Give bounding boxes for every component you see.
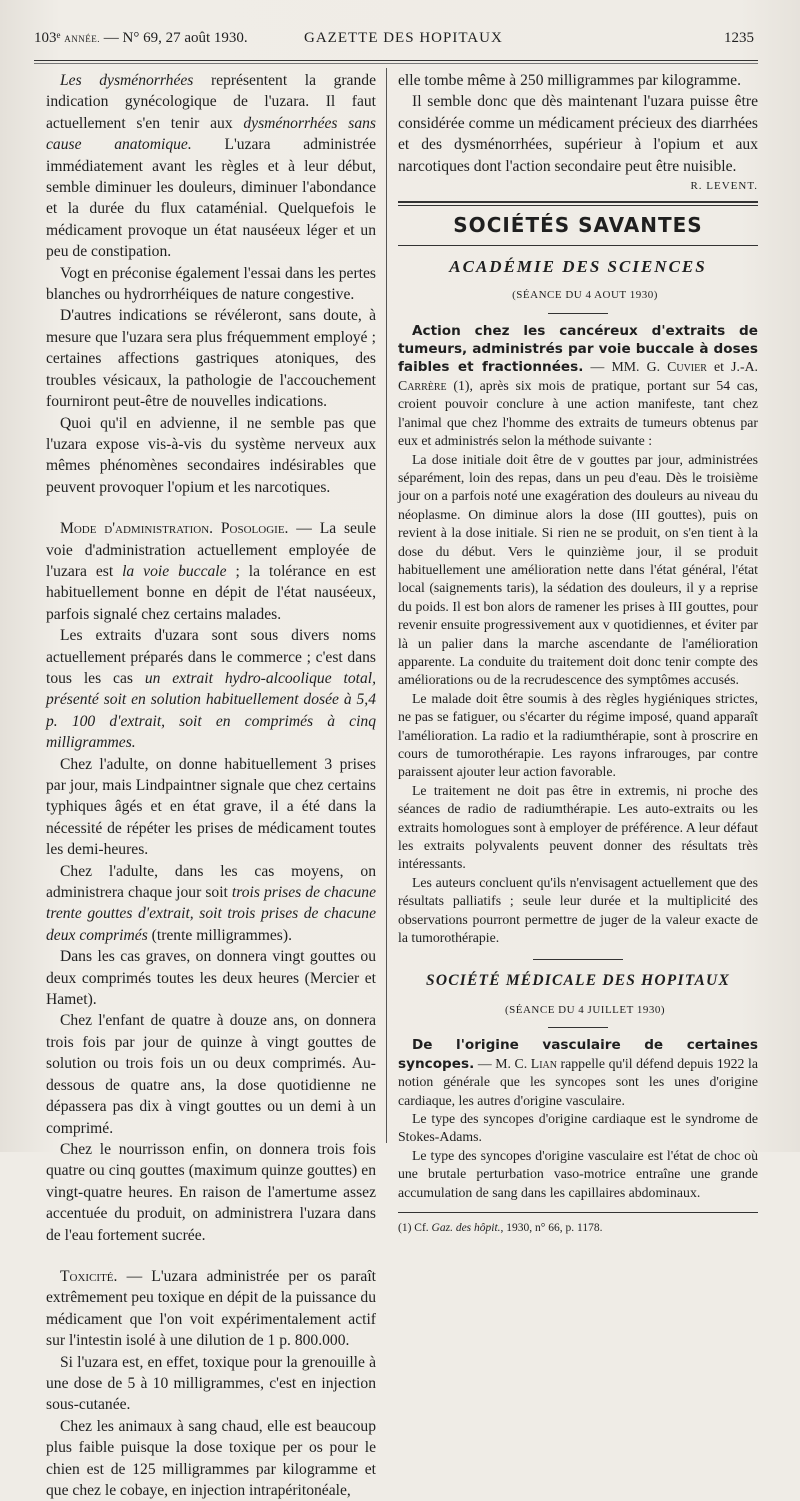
header-rule-thin <box>34 63 758 64</box>
societe-title: SOCIÉTÉ MÉDICALE DES HOPITAUX <box>426 972 730 990</box>
section-rule-top <box>398 201 758 203</box>
spacer <box>46 498 376 518</box>
spacer <box>398 276 758 286</box>
paragraph-grenouille: Si l'uzara est, en effet, toxique pour la grenouille à une dose de 5 à 10 milligrammes, c'est en injection sous-cutanée. <box>46 1353 376 1414</box>
article-cancer-title: Action chez les cancéreux d'extraits de tumeurs, administrés par voie buccale à doses faibles et fractionnées. <box>398 322 758 376</box>
page-header <box>34 30 754 50</box>
academie-title: ACADÉMIE DES SCIENCES <box>449 256 707 276</box>
paragraph-vogt: Vogt en préconise également l'essai dans les pertes blanches ou hydrorrhéiques de nature congestive. <box>46 264 376 304</box>
footnote: (1) Cf. Gaz. des hôpit., 1930, n° 66, p. 1178. <box>398 1221 603 1234</box>
paragraph-conclusion: Il semble donc que dès maintenant l'uzara puisse être considérée comme un médicament précieux des diarrhées et des dysménorrhées, supérieur à l'opium et aux narcotiques dont l'action secondaire peut être nuisible. <box>398 93 758 175</box>
paragraph-nourrisson: Chez le nourrisson enfin, on donnera trois fois quatre ou cinq gouttes (maximum quinze gouttes) en vingt-quatre heures. En raison de l'amertume assez accentuée du produit, on administrera l'uzara dans de l'eau fortement sucrée. <box>46 1140 376 1244</box>
short-rule <box>548 1027 608 1028</box>
article-continuation <box>398 70 758 177</box>
paragraph-regles-hygieniques: Le malade doit être soumis à des règles hygiéniques strictes, ne pas se fatiguer, ou s'écarter du régime imposé, quand apparaît l'amélioration. La radio et la radiumthérapie, sont à proscrire en cours de tumorothérapie. Les rayons infrarouges, par contre paraissent ajouter leur action favorable. <box>398 690 758 780</box>
right-column <box>398 70 758 1237</box>
article-cancer-intro: Action chez les cancéreux d'extraits de tumeurs, administrés par voie buccale à doses faibles et fractionnées. — MM. G. Cuvier et J.-A. Carrère (1), après six mois de pratique, portant sur 54 cas, croient pouvoir conclure à une action manifeste, tant chez l'animal que chez l'homme des extraits de tumeurs obtenus par eux et administrés selon la méthode suivante : <box>398 322 758 449</box>
author-carrere: Carrère <box>398 377 447 393</box>
section-rule-bottom <box>398 245 758 246</box>
header-rule <box>34 60 758 61</box>
edition-number: 103 <box>34 30 57 46</box>
journal-title: GAZETTE DES HOPITAUX <box>304 30 503 46</box>
edition-label: ANNÉE. <box>64 34 100 44</box>
paragraph-traitement: Le traitement ne doit pas être in extremis, ni proche des séances de radio de radiumthérapie. Les auto-extraits ou les extraits homologues sont à employer de préférence. A leur défaut les extraits polyvalents peuvent donner des résultats très intéressants. <box>398 782 758 872</box>
paragraph-etat-de-choc: Le type des syncopes d'origine vasculaire est l'état de choc où une brutale perturbation vaso-motrice entraîne une grande accumulation de sang dans les capillaires abdominaux. <box>398 1147 758 1200</box>
academie-seance: (SÉANCE DU 4 AOUT 1930) <box>512 289 658 302</box>
issue-date: — N° 69, 27 août 1930. <box>103 30 248 46</box>
issue-info <box>34 30 248 47</box>
section-title: SOCIÉTÉS SAVANTES <box>453 213 703 238</box>
paragraph-continuation: elle tombe même à 250 milligrammes par kilogramme. <box>398 72 741 89</box>
societe-seance: (SÉANCE DU 4 JUILLET 1930) <box>504 1003 666 1016</box>
section-rule-top-thin <box>398 205 758 206</box>
short-rule <box>533 959 623 960</box>
page-number: 1235 <box>724 30 754 46</box>
paragraph-enfant: Chez l'enfant de quatre à douze ans, on donnera trois fois par jour de quinze à vingt gouttes de solution ou trois fois un ou deux comprimés. Au-dessous de quatre ans, la dose quotidienne ne dépassera pas dix à vingt gouttes ou un demi à un comprimé. <box>46 1012 376 1137</box>
paragraph-dysmenorrhees: Les dysménorrhées représentent la grande indication gynécologique de l'uzara. Il faut actuellement s'en tenir aux dysménorrhées sans cause anatomique. L'uzara administrée immédiatement avant les règles et à leur début, semble diminuer les douleurs, diminuer l'abondance et la durée du flux cataménial. Quelquefois le médicament provoque un état nauséeux léger et un peu de constipation. <box>46 72 376 261</box>
paragraph-adulte-prises: Chez l'adulte, on donne habituellement 3 prises par jour, mais Lindpaintner signale que chez certains typhiques âgés et en état grave, il a été dans la nécessité de répéter les prises de médicament toutes les demi-heures. <box>46 755 376 859</box>
paragraph-indications: D'autres indications se révéleront, sans doute, à mesure que l'uzara sera plus fréquemment employé ; certaines affections gastriques atoniques, des troubles vésicaux, la pathologie de l'accouchement fourniront peut-être de nouvelles indications. <box>46 307 376 411</box>
paragraph-adulte-moyens: Chez l'adulte, dans les cas moyens, on administrera chaque jour soit trois prises de chacune trente gouttes d'extrait, soit trois prises de chacune deux comprimés (trente milligrammes). <box>46 862 376 944</box>
author-lian: Lian <box>530 1055 557 1071</box>
article-syncopes-title: De l'origine vasculaire de certaines syncopes. <box>398 1037 758 1072</box>
author-signature: R. LEVENT. <box>690 180 758 193</box>
mode-heading: Mode d'administration. Posologie. <box>60 520 289 538</box>
footnote-rule <box>398 1212 758 1213</box>
paragraph-stokes-adams: Le type des syncopes d'origine cardiaque est le syndrome de Stokes-Adams. <box>398 1110 758 1145</box>
toxicite-heading: Toxicité. <box>60 1267 118 1285</box>
column-divider <box>386 68 387 1143</box>
paragraph-cas-graves: Dans les cas graves, on donnera vingt gouttes ou deux comprimés toutes les deux heures (Mercier et Hamet). <box>46 948 376 1009</box>
author-cuvier: Cuvier <box>667 359 707 375</box>
spacer <box>46 1246 376 1266</box>
paragraph-mode-administration: Mode d'administration. Posologie. — La seule voie d'administration actuellement employée de l'uzara est la voie buccale ; la tolérance en est habituellement bonne en dépit de l'état nauséeux, parfois signalé chez certains malades. <box>46 520 377 623</box>
paragraph-toxicite: Toxicité. — L'uzara administrée per os paraît extrêmement peu toxique en dépit de la puissance du médicament que l'on voit expérimentalement actif sur l'intestin isolé à une dilution de 1 p. 800.000. <box>46 1267 376 1350</box>
spacer <box>398 991 758 1001</box>
paragraph-conclusion-auteurs: Les auteurs concluent qu'ils n'envisagent actuellement que des résultats palliatifs ; seule leur durée et la multiplicité des observations pourront permettre de juger de la valeur exacte de la tumorothérapie. <box>398 874 758 946</box>
paragraph-dose-initiale: La dose initiale doit être de v gouttes par jour, administrées séparément, loin des repas, dans un peu d'eau. Dès le troisième jour on a parfois noté une exagération des douleurs au niveau du néoplasme. On diminue alors la dose (III gouttes), puis on revient à la dose initiale. Si rien ne se produit, on s'en tient à la dose du début. Vers le quinzième jour, il se produit habituellement une amélioration nette dans l'état général, l'état local (saignements taris), la sédation des douleurs, il y a reprise du poids. Il est bon alors de ramener les prises à III gouttes, pour revenir ensuite progressivement aux v quotidiennes, et éviter par là un palier dans la marche ascendante de l'amélioration apparente. La conduite du traitement doit donc tenir compte des améliorations ou de la recrudescence des symptômes accusés. <box>398 451 758 688</box>
short-rule <box>548 313 608 314</box>
paragraph-systeme-nerveux: Quoi qu'il en advienne, il ne semble pas que l'uzara expose vis-à-vis du système nerveux aux mêmes phénomènes secondaires indésirables que peuvent provoquer l'opium et les narcotiques. <box>46 414 376 496</box>
paragraph-sang-chaud: Chez les animaux à sang chaud, elle est beaucoup plus faible puisque la dose toxique per os pour le chien est de 125 milligrammes par kilogramme et que chez le cobaye, en injection intrapéritonéale, <box>46 1417 376 1499</box>
article-syncopes-intro: De l'origine vasculaire de certaines syncopes. — M. C. Lian rappelle qu'il défend depuis 1922 la notion générale que les syncopes sont les unes d'origine cardiaque, les autres d'origine vasculaire. <box>398 1037 758 1108</box>
paragraph-extraits: Les extraits d'uzara sont sous divers noms actuellement préparés dans le commerce ; c'est dans tous les cas un extrait hydro-alcoolique total, présenté soit en solution habituellement dosée à 5,4 p. 100 d'extrait, soit en comprimés à cinq milligrammes. <box>46 627 376 752</box>
left-column <box>46 70 376 1501</box>
edition-suffix: e <box>56 30 61 40</box>
